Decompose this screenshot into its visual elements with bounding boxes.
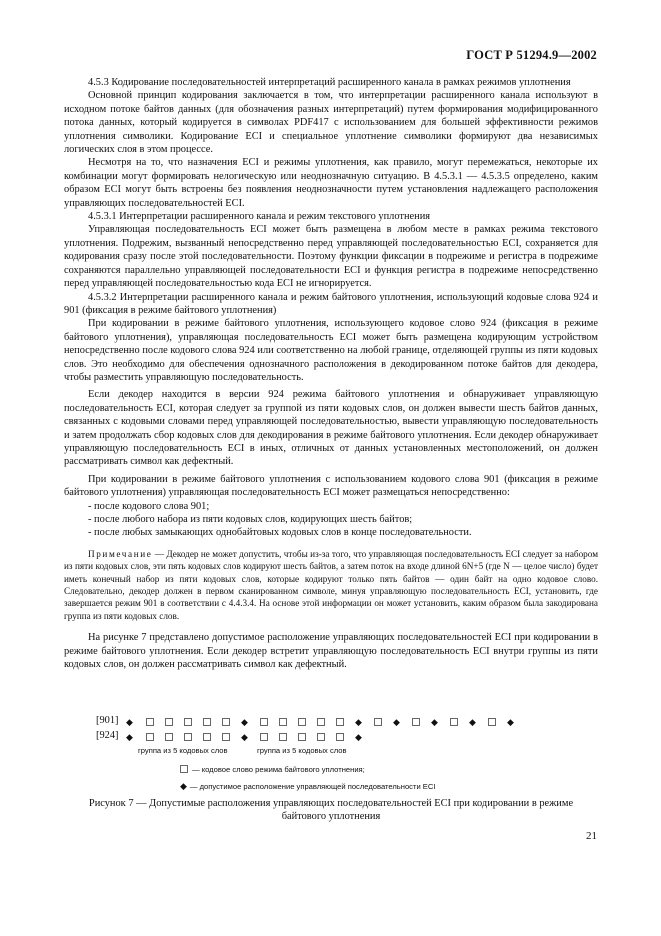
square-icon — [165, 733, 173, 741]
diamond-icon: ◆ — [241, 717, 248, 727]
figure-row-901 — [96, 715, 616, 729]
diamond-icon: ◆ — [355, 732, 362, 742]
square-icon — [165, 718, 173, 726]
standard-header: ГОСТ Р 51294.9—2002 — [466, 48, 597, 62]
square-icon — [222, 718, 230, 726]
square-icon — [279, 733, 287, 741]
square-icon — [260, 733, 268, 741]
square-icon — [336, 718, 344, 726]
square-icon — [298, 718, 306, 726]
page-number: 21 — [586, 830, 597, 842]
diamond-icon: ◆ — [126, 717, 133, 727]
square-icon — [488, 718, 496, 726]
paragraph: При кодировании в режиме байтового уплотнения с использованием кодового слова 901 (фиксация в режиме байтового уплотнения) управляющая последовательность ECI может размещаться непосредственно: — [64, 473, 598, 499]
document-body — [64, 76, 598, 671]
square-icon — [184, 733, 192, 741]
diamond-icon: ◆ — [126, 732, 133, 742]
row-label-924: [924] — [96, 730, 119, 741]
caption-line: Рисунок 7 — Допустимые расположения управляющих последовательностей ECI при кодировании в режиме — [88, 798, 574, 809]
note-text: — Декодер не может допустить, чтобы из-за того, что управляющая последовательность ECI следует за набором из пяти кодовых слов, эти пять кодовых слов кодируют шесть байтов, а затем поток на входе длиной 6N+5 (где N — целое число) будет иметь конечный набор из пяти кодовых слов, которые кодируют только пять байтов — один байт на одно кодовое слово. Следовательно, декодер должен в первом сканированном символе, минуя управляющую последовательность ECI, установить, где завершается режим 901 в соответствии с 4.4.3.4. На основе этой информации он может установить, каким образом была закодирована группа из пяти кодовых слов. — [64, 548, 599, 621]
square-icon — [317, 718, 325, 726]
square-icon — [412, 718, 420, 726]
paragraph: Если декодер находится в версии 924 режима байтового уплотнения и обнаруживает управляющую последовательность ECI, которая следует за группой из пяти кодовых слов, он должен вывести шесть байтов данных, связанных с кодовыми словами перед управляющей последовательностью, вывести управляющую последовательность и затем продолжать сбор кодовых слов для декодирования в режиме байтового уплотнения. Если декодер обнаруживает управляющую последовательность ECI в иных, отличных от данных установленных местоположений, он должен рассматривать символ как дефектный. — [64, 389, 598, 468]
square-icon — [180, 765, 188, 773]
diamond-icon: ◆ — [241, 732, 248, 742]
diamond-icon: ◆ — [393, 717, 400, 727]
caption-line: байтового уплотнения — [281, 811, 381, 823]
square-icon — [279, 718, 287, 726]
group-label: группа из 5 кодовых слов — [138, 746, 228, 755]
paragraph: На рисунке 7 представлено допустимое расположение управляющих последовательностей ECI при кодировании в режиме байтового уплотнения. Если декодер встретит управляющую последовательность ECI внутри группы из пяти кодовых слов, он должен рассматривать символ как дефектный. — [64, 632, 598, 671]
diamond-icon: ◆ — [355, 717, 362, 727]
paragraph: Управляющая последовательность ECI может быть размещена в любом месте в рамках режима текстового уплотнения. Подрежим, вызванный непосредственно перед управляющей последовательностью ECI, сохраняется для кодирования сразу после этой последовательности. Поэтому функции фиксации в подрежиме и регистра в подрежиме сохраняются параллельно управляющей последовательности ECI и функция регистра в подрежиме непосредственно перед управляющей последовательностью кода ECI не игнорируется. — [64, 224, 598, 290]
square-icon — [336, 733, 344, 741]
square-icon — [317, 733, 325, 741]
section-heading-4-5-3: 4.5.3 Кодирование последовательностей интерпретаций расширенного канала в рамках режимов уплотнения — [88, 77, 571, 88]
square-icon — [222, 733, 230, 741]
legend-diamond-text: — допустимое расположение управляющей последовательности ECI — [189, 782, 436, 791]
legend-square — [180, 765, 365, 774]
square-icon — [203, 733, 211, 741]
section-heading-4-5-3-1: 4.5.3.1 Интерпретации расширенного канала и режим текстового уплотнения — [88, 211, 431, 223]
note-label: Примечание — [88, 548, 153, 559]
square-icon — [298, 733, 306, 741]
section-heading-4-5-3-2: 4.5.3.2 Интерпретации расширенного канала и режим байтового уплотнения, использующий кодовые слова 924 и 901 (фиксация в режиме байтового уплотнения) — [64, 291, 598, 316]
square-icon — [146, 718, 154, 726]
square-icon — [374, 718, 382, 726]
list-item: - после кодового слова 901; — [88, 500, 210, 512]
square-icon — [203, 718, 211, 726]
legend-square-text: — кодовое слово режима байтового уплотнения; — [192, 765, 365, 774]
row-label-901: [901] — [96, 715, 119, 726]
square-icon — [260, 718, 268, 726]
diamond-icon: ◆ — [180, 781, 187, 791]
list-item: - после любого набора из пяти кодовых слов, кодирующих шесть байтов; — [88, 514, 413, 525]
figure-caption — [64, 797, 598, 824]
list-item: - после любых замыкающих однобайтовых кодовых слов в конце последовательности. — [88, 527, 472, 539]
square-icon — [450, 718, 458, 726]
square-icon — [184, 718, 192, 726]
diamond-icon: ◆ — [469, 717, 476, 727]
paragraph: При кодировании в режиме байтового уплотнения, использующего кодовое слово 924 (фиксация в режиме байтового уплотнения), управляющая последовательность ECI может быть размещена кодирующим устройством непосредственно после кодового слова 924 или соответственно на любой границе, отделяющей группы из пяти кодовых слов. Это необходимо для обеспечения однозначного расположения в декодированном потоке байтов для декодера, чтобы разместить управляющую последовательность. — [64, 318, 598, 383]
paragraph: Несмотря на то, что назначения ECI и режимы уплотнения, как правило, могут перемежаться, некоторые их комбинации могут формировать нелогическую или неоднозначную ситуацию. В 4.5.3.1 — 4.5.3.5 определено, каким образом ECI могут быть встроены без появления неоднозначности путем установления надлежащего расположения управляющих последовательностей ECI. — [64, 157, 598, 209]
note — [64, 548, 598, 622]
group-label: группа из 5 кодовых слов — [257, 746, 347, 755]
legend-diamond — [180, 781, 435, 792]
diamond-icon: ◆ — [507, 717, 514, 727]
paragraph: Основной принцип кодирования заключается в том, что интерпретации расширенного канала используют в исходном потоке байтов данных (для обозначения разных интерпретаций) путем формирования модифицированного потока данных, который кодируется в символах PDF417 с использованием для большей эффективности режимов уплотнения символики. Кодирование ECI и специальное уплотнение символики формируют два независимых логических слоя в этом процессе. — [64, 90, 598, 156]
diamond-icon: ◆ — [431, 717, 438, 727]
square-icon — [146, 733, 154, 741]
figure-row-924 — [96, 730, 616, 744]
